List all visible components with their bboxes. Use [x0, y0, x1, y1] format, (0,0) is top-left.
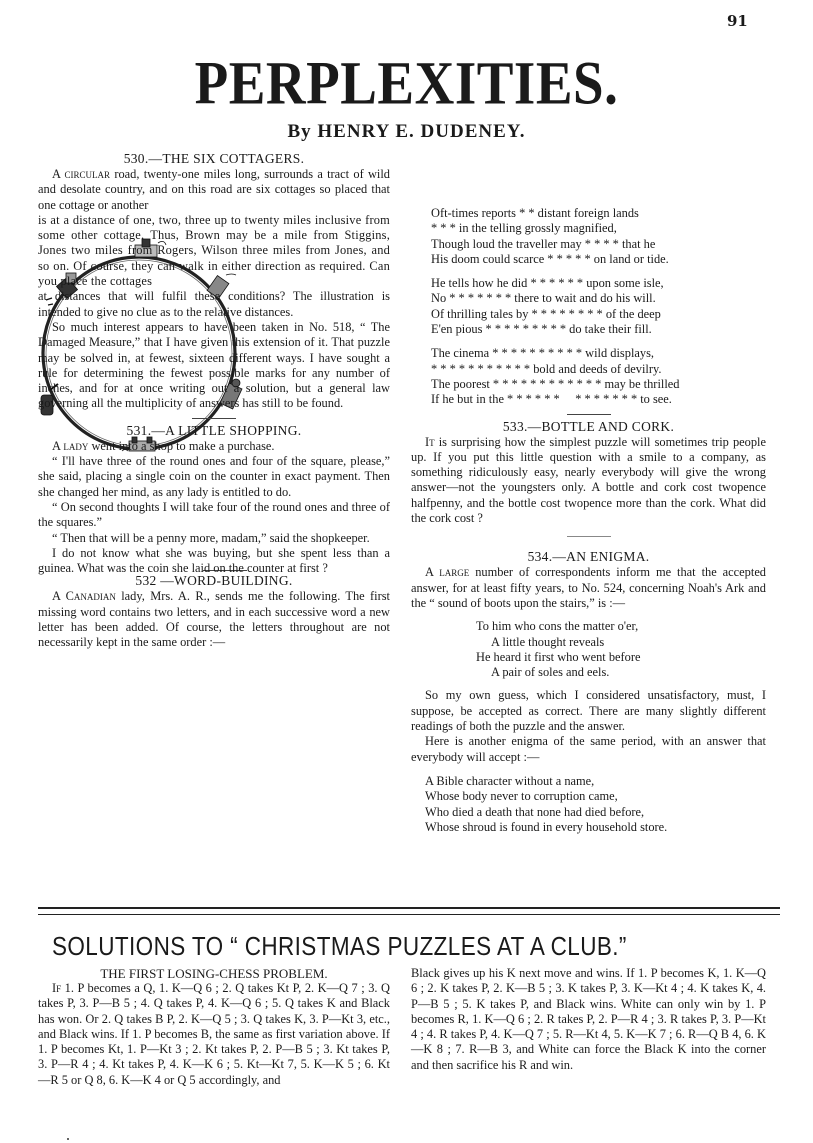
verse-line: His doom could scarce * * * * * on land or tide.	[431, 251, 669, 266]
verse-line: The poorest * * * * * * * * * * * * may be thrilled	[431, 376, 680, 391]
puzzle-531-para1: A lady went into a shop to make a purchase.	[52, 438, 275, 453]
page-number: 91	[727, 12, 748, 30]
right-column	[411, 151, 766, 835]
verse-line: A pair of soles and eels.	[491, 665, 610, 680]
verse-line: No * * * * * * * there to wait and do his will.	[431, 291, 656, 306]
verse-line: If he but in the * * * * * * * * * * * * * to see.	[431, 392, 672, 407]
puzzle-531-para4: “ Then that will be a penny more, madam,” said the shopkeeper.	[52, 530, 370, 545]
puzzle-534-verse-2	[411, 774, 766, 835]
page-title: PERPLEXITIES.	[194, 48, 619, 117]
verse-line: Though loud the traveller may * * * * that he	[431, 236, 656, 251]
puzzle-533-body: It is surprising how the simplest puzzle will sometimes trip people up. If you put this little question with a smile to a company, as something ridiculously easy, nearly everybody will give the wrong answer—not the youngsters only. A bottle and cork cost twopence halfpenny, and the bottle cost twopence more than the cork. What did the cork cost ?	[411, 434, 766, 526]
puzzle-534-para2: So my own guess, which I considered unsatisfactory, must, I suppose, be accepted as correct. There are many slightly different readings of both the puzzle and the answer.	[411, 688, 766, 734]
verse-line: A little thought reveals	[491, 634, 605, 649]
verse-line: To him who cons the matter o'er,	[476, 619, 639, 634]
verse-line: Who died a death that none had died before,	[425, 804, 645, 819]
puzzle-530-continuation: at distances that will fulfil these conditions? The illustration is intended to give no clue as to the relative distances.	[38, 289, 390, 319]
solution-subheading: THE FIRST LOSING-CHESS PROBLEM.	[100, 966, 328, 981]
puzzle-530-note: So much interest appears to have been taken in No. 518, “ The Damaged Measure,” that I have given this extension of it. That puzzle may be solved in, at fewest, sixteen different ways. I have sought a rule for determining the fewest possible marks for any number of inches, and for at once writing out a solution, but a general law governing all the multiplicity of answers has still to be found.	[38, 319, 390, 411]
section-divider	[567, 536, 611, 537]
stanza-1	[431, 206, 766, 267]
verse-line: He tells how he did * * * * * * upon some isle,	[431, 276, 664, 291]
section-divider	[567, 414, 611, 415]
section-double-rule	[38, 907, 780, 915]
verse-line: Whose body never to corruption came,	[425, 789, 618, 804]
verse-line: * * * * * * * * * * * bold and deeds of devilry.	[431, 361, 662, 376]
puzzle-534-intro: A large number of correspondents inform me that the accepted answer, for at least fifty years, to No. 524, concerning Noah's Ark and the “ sound of boots upon the stairs,” is :—	[411, 565, 767, 610]
puzzle-531-para3: “ On second thoughts I will take four of the round ones and three of the squares.”	[38, 499, 390, 530]
puzzle-530-heading: 530.—THE SIX COTTAGERS.	[123, 151, 305, 166]
verse-line: A Bible character without a name,	[425, 773, 595, 788]
verse-line: Of thrilling tales by * * * * * * * * of the deep	[431, 306, 661, 321]
puzzle-534-verse-1	[411, 619, 766, 680]
stanza-2	[431, 276, 766, 337]
puzzle-532-intro: A Canadian lady, Mrs. A. R., sends me the following. The first missing word contains two letters, and in each successive word a new letter has been added. Of course, the letters throughout are not necessarily kept in the same order :—	[38, 589, 390, 650]
solution-text-right: Black gives up his K next move and wins. If 1. P becomes K, 1. K—Q 6 ; 2. K takes P, 2. K—B 5 ; 3. K takes P, 3. K—Kt 4 ; 4. K takes K, 4. P—B 5 ; 5. K takes P, and Black wins. White can only win by 1. P becomes R, 1. K—Q 6 ; 2. R takes P, 2. P—R 4 ; 3. R takes P, 3. P—Kt 4 ; 4. R takes P, 4. K—Q 7 ; 5. R—Kt 4, 5. K—K 7 ; 6. R—Q B 4, 6. K—K 8 ; 7. R—B 3, and White can force the Black K into the corner and then sacrifice his R and win.	[411, 966, 766, 1072]
puzzle-530-wrapped-text: is at a distance of one, two, three up to twenty miles inclusive from some other cottage. Thus, Brown may be a mile from Stiggins, Jones two miles from Rogers, Wilson three miles from Jones, and so on. Of course, they can walk in either direction as required. Can you place the cottages	[38, 212, 390, 289]
verse-line: Oft-times reports * * distant foreign lands	[431, 206, 639, 220]
puzzle-532-intro-overflow-spacer	[411, 151, 766, 197]
puzzle-534-para3: Here is another enigma of the same period, with an answer that everybody will accept :—	[411, 734, 766, 764]
lead-caps: A circular	[52, 167, 111, 181]
section-divider	[192, 418, 236, 419]
verse-line: * * * in the telling grossly magnified,	[431, 221, 617, 236]
puzzle-532-heading: 532 —WORD-BUILDING.	[135, 573, 293, 589]
puzzle-531-heading: 531.—A LITTLE SHOPPING.	[126, 422, 302, 438]
solutions-title: SOLUTIONS TO “ CHRISTMAS PUZZLES AT A CLUB.”	[52, 932, 627, 961]
puzzle-531-para2: “ I'll have three of the round ones and four of the square, please,” she said, placing a single coin on the counter in exact payment. Then she changed her mind, as any lady is entitled to do.	[38, 454, 390, 499]
puzzle-533-heading: 533.—BOTTLE AND CORK.	[502, 418, 675, 434]
print-speck	[67, 1138, 69, 1140]
verse-line: E'en pious * * * * * * * * * do take their fill.	[431, 322, 652, 337]
verse-line: He heard it first who went before	[476, 649, 641, 664]
left-column	[38, 151, 390, 651]
verse-line: The cinema * * * * * * * * * * wild displays,	[431, 346, 655, 361]
puzzle-531-para5: I do not know what she was buying, but she spent less than a guinea. What was the coin she laid on the counter at first ?	[38, 545, 390, 576]
byline: By HENRY E. DUDENEY.	[287, 121, 526, 142]
solutions-right-column	[411, 966, 766, 1073]
stanza-3	[431, 346, 766, 407]
verse-line: Whose shroud is found in every household store.	[425, 819, 668, 834]
puzzle-532-verse	[411, 206, 766, 408]
puzzle-530-intro: A circular road, twenty-one miles long, surrounds a tract of wild and desolate country, and on this road are six cottages so placed that one cottage or another	[38, 167, 391, 212]
solutions-left-column	[38, 966, 390, 1088]
puzzle-534-heading: 534.—AN ENIGMA.	[527, 549, 650, 565]
solution-text-left: If 1. P becomes a Q, 1. K—Q 6 ; 2. Q takes Kt P, 2. K—Q 7 ; 3. Q takes P, 3. P—B 5 ; 4. Q takes P, 4. K—Q 6 ; 5. Q takes K and Black has won. Or 2. Q takes B P, 2. K—Q 5 ; 3. Q takes K, 3. P—Kt 3, etc., and Black wins. If 1. P becomes B, the same as first variation above. If 1. P becomes Kt, 1. P—Kt 3 ; 2. Kt takes P, 2. P—B 5 ; 3. Kt takes P, 3. P—R 4 ; 4. Kt takes P, 4. K—K 6 ; 5. Kt—Kt 7, 5. K—K 5 ; 6. Kt—R 5 or Q 8, 6. K—K 4 or Q 5 accordingly, and	[38, 981, 390, 1087]
